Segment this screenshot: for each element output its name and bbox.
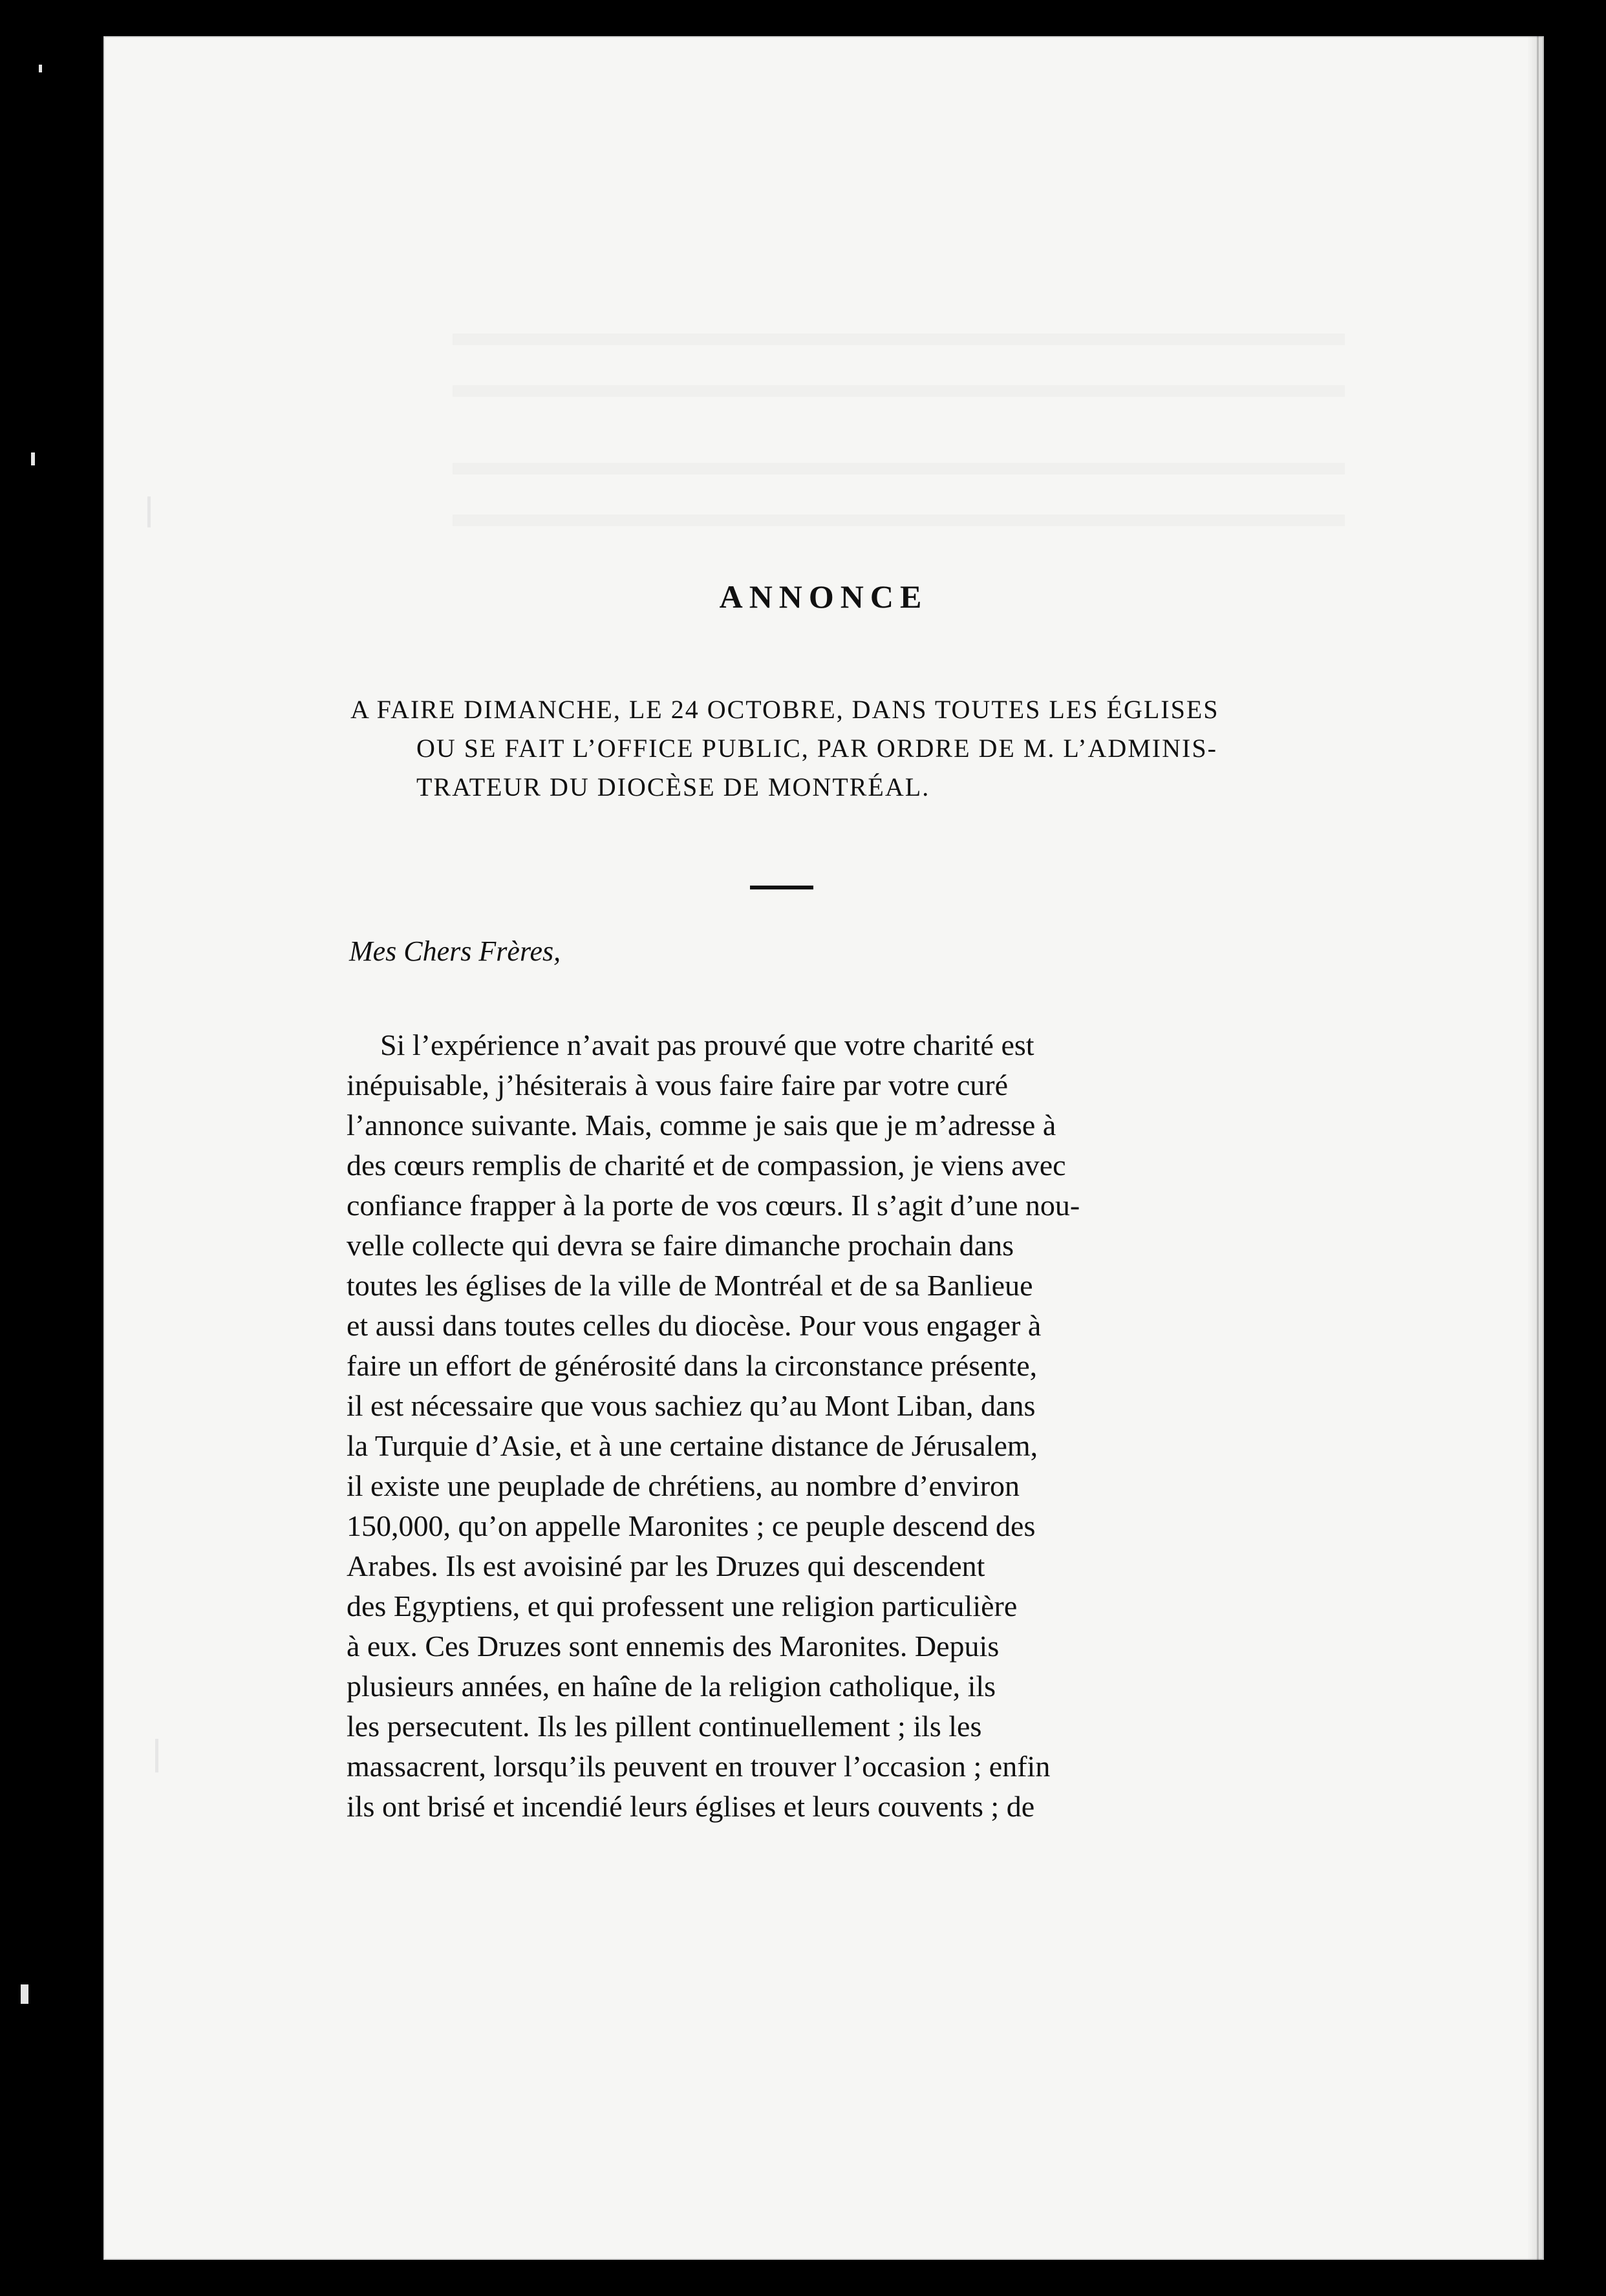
scan-speck [39, 65, 42, 72]
body-line: il existe une peuplade de chrétiens, au nombre d’environ [347, 1469, 1020, 1502]
section-divider [750, 886, 813, 889]
body-line: la Turquie d’Asie, et à une certaine distance de Jérusalem, [347, 1429, 1038, 1462]
scan-speck [155, 1739, 158, 1772]
body-line: des cœurs remplis de charité et de compassion, je viens avec [347, 1149, 1066, 1182]
body-line: confiance frapper à la porte de vos cœurs. Il s’agit d’une nou- [347, 1189, 1080, 1222]
bleed-through-line [453, 463, 1345, 474]
body-line: les persecutent. Ils les pillent continuellement ; ils les [347, 1710, 982, 1743]
body-line: 150,000, qu’on appelle Maronites ; ce peuple descend des [347, 1509, 1036, 1542]
body-line: Si l’expérience n’avait pas prouvé que votre charité est [380, 1028, 1034, 1061]
body-line: à eux. Ces Druzes sont ennemis des Maronites. Depuis [347, 1630, 1000, 1663]
body-line: il est nécessaire que vous sachiez qu’au Mont Liban, dans [347, 1389, 1036, 1422]
body-paragraph [347, 1025, 1303, 1827]
salutation: Mes Chers Frères, [349, 935, 561, 967]
body-line: Arabes. Ils est avoisiné par les Druzes qui descendent [347, 1549, 985, 1582]
body-line: l’annonce suivante. Mais, comme je sais que je m’adresse à [347, 1109, 1056, 1142]
body-line: et aussi dans toutes celles du diocèse. Pour vous engager à [347, 1309, 1042, 1342]
subtitle-line: TRATEUR DU DIOCÈSE DE MONTRÉAL. [416, 772, 930, 802]
bleed-through-line [453, 334, 1345, 345]
body-line: des Egyptiens, et qui professent une religion particulière [347, 1589, 1018, 1622]
body-line: velle collecte qui devra se faire dimanche prochain dans [347, 1229, 1014, 1262]
page-title: ANNONCE [719, 579, 928, 615]
bleed-through-line [453, 385, 1345, 397]
subtitle-line: A FAIRE DIMANCHE, LE 24 OCTOBRE, DANS TOUTES LES ÉGLISES [350, 695, 1219, 724]
body-line: plusieurs années, en haîne de la religion catholique, ils [347, 1670, 996, 1703]
body-line: ils ont brisé et incendié leurs églises et leurs couvents ; de [347, 1790, 1035, 1823]
body-line: toutes les églises de la ville de Montréal et de sa Banlieue [347, 1269, 1033, 1302]
document-page [103, 36, 1544, 2260]
page-edge-shadow [1527, 36, 1544, 2260]
announcement-subtitle [103, 690, 1544, 807]
scan-speck [21, 1984, 28, 2004]
body-line: faire un effort de générosité dans la circonstance présente, [347, 1349, 1038, 1382]
body-line: inépuisable, j’hésiterais à vous faire faire par votre curé [347, 1068, 1009, 1101]
subtitle-line: OU SE FAIT L’OFFICE PUBLIC, PAR ORDRE DE M. L’ADMINIS- [416, 734, 1217, 763]
scan-speck [31, 452, 35, 465]
page-edge-line [1537, 36, 1539, 2260]
scan-speck [147, 496, 151, 527]
bleed-through-line [453, 515, 1345, 526]
body-line: massacrent, lorsqu’ils peuvent en trouver l’occasion ; enfin [347, 1750, 1051, 1783]
